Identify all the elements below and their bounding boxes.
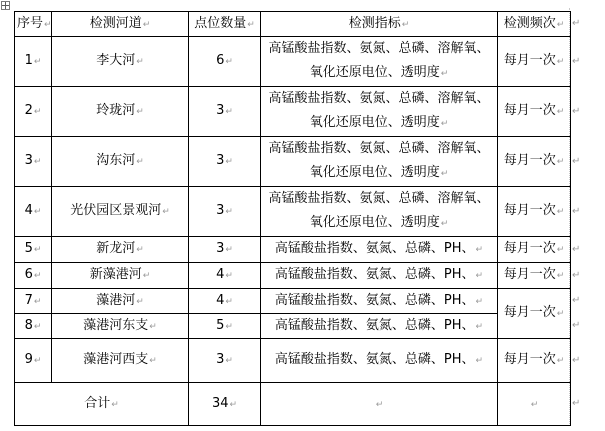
cell-count[interactable]: 5↵ [189, 314, 261, 339]
cell-river[interactable]: 沟东河↵ [52, 137, 189, 187]
cell-count[interactable]: 4↵ [189, 289, 261, 314]
cell-count[interactable]: 4↵ [189, 263, 261, 289]
row-end-mark: ↵ [572, 156, 581, 167]
total-freq-cell[interactable]: ↵ [498, 383, 571, 426]
cell-no[interactable]: 6↵ [15, 263, 52, 289]
table-row [15, 263, 571, 289]
row-end-mark: ↵ [572, 270, 581, 281]
table-row [15, 137, 571, 187]
cell-count[interactable]: 3↵ [189, 237, 261, 263]
table-row [15, 37, 571, 87]
table-row [15, 187, 571, 237]
total-row [15, 383, 571, 426]
cell-freq[interactable]: 每月一次↵ [498, 339, 571, 383]
cell-params[interactable]: 高锰酸盐指数、氨氮、总磷、溶解氧、氧化还原电位、透明度↵ [261, 87, 498, 137]
cell-river[interactable]: 藻港河西支↵ [52, 339, 189, 383]
cell-params[interactable]: 高锰酸盐指数、氨氮、总磷、PH、↵ [261, 289, 498, 314]
header-no[interactable]: 序号↵ [15, 12, 52, 37]
row-end-mark: ↵ [572, 355, 581, 366]
header-params[interactable]: 检测指标↵ [261, 12, 498, 37]
cell-freq[interactable]: 每月一次↵ [498, 237, 571, 263]
cell-freq[interactable]: 每月一次↵ [498, 37, 571, 87]
cell-river[interactable]: 李大河↵ [52, 37, 189, 87]
cell-river[interactable]: 玲珑河↵ [52, 87, 189, 137]
cell-no[interactable]: 3↵ [15, 137, 52, 187]
row-end-mark: ↵ [572, 206, 581, 217]
header-river[interactable]: 检测河道↵ [52, 12, 189, 37]
row-end-mark: ↵ [572, 295, 581, 306]
cell-count[interactable]: 3↵ [189, 87, 261, 137]
cell-params[interactable]: 高锰酸盐指数、氨氮、总磷、溶解氧、氧化还原电位、透明度↵ [261, 137, 498, 187]
table-row [15, 87, 571, 137]
total-count-cell[interactable]: 34↵ [189, 383, 261, 426]
row-end-mark: ↵ [572, 106, 581, 117]
table-row [15, 314, 571, 339]
cell-river[interactable]: 藻港河↵ [52, 289, 189, 314]
header-freq[interactable]: 检测频次↵ [498, 12, 571, 37]
row-end-mark: ↵ [572, 320, 581, 331]
table-row [15, 237, 571, 263]
cell-params[interactable]: 高锰酸盐指数、氨氮、总磷、PH、↵ [261, 339, 498, 383]
cell-no[interactable]: 9↵ [15, 339, 52, 383]
cell-river[interactable]: 新藻港河↵ [52, 263, 189, 289]
cell-freq-merged[interactable]: 每月一次↵ [498, 289, 571, 339]
cell-no[interactable]: 4↵ [15, 187, 52, 237]
cell-no[interactable]: 2↵ [15, 87, 52, 137]
cell-freq[interactable]: 每月一次↵ [498, 187, 571, 237]
cell-params[interactable]: 高锰酸盐指数、氨氮、总磷、PH、↵ [261, 237, 498, 263]
cell-river[interactable]: 藻港河东支↵ [52, 314, 189, 339]
cell-freq[interactable]: 每月一次↵ [498, 137, 571, 187]
table-row [15, 339, 571, 383]
cell-params[interactable]: 高锰酸盐指数、氨氮、总磷、溶解氧、氧化还原电位、透明度↵ [261, 37, 498, 87]
cell-river[interactable]: 新龙河↵ [52, 237, 189, 263]
cell-params[interactable]: 高锰酸盐指数、氨氮、总磷、PH、↵ [261, 263, 498, 289]
cell-freq[interactable]: 每月一次↵ [498, 87, 571, 137]
cell-river[interactable]: 光伏园区景观河↵ [52, 187, 189, 237]
cell-no[interactable]: 8↵ [15, 314, 52, 339]
cell-count[interactable]: 3↵ [189, 187, 261, 237]
table-move-handle-icon[interactable] [1, 1, 10, 10]
cell-params[interactable]: 高锰酸盐指数、氨氮、总磷、PH、↵ [261, 314, 498, 339]
cell-freq[interactable]: 每月一次↵ [498, 263, 571, 289]
row-end-mark: ↵ [572, 18, 581, 29]
cell-count[interactable]: 3↵ [189, 339, 261, 383]
header-row [15, 12, 571, 37]
cell-no[interactable]: 5↵ [15, 237, 52, 263]
cell-count[interactable]: 6↵ [189, 37, 261, 87]
cell-params[interactable]: 高锰酸盐指数、氨氮、总磷、溶解氧、氧化还原电位、透明度↵ [261, 187, 498, 237]
header-count[interactable]: 点位数量↵ [189, 12, 261, 37]
table-row [15, 289, 571, 314]
monitoring-table [14, 11, 571, 426]
cell-no[interactable]: 7↵ [15, 289, 52, 314]
cell-count[interactable]: 3↵ [189, 137, 261, 187]
row-end-mark: ↵ [572, 56, 581, 67]
total-label-cell[interactable]: 合计↵ [15, 383, 189, 426]
row-end-mark: ↵ [572, 398, 581, 409]
cell-no[interactable]: 1↵ [15, 37, 52, 87]
total-params-cell[interactable]: ↵ [261, 383, 498, 426]
row-end-mark: ↵ [572, 244, 581, 255]
